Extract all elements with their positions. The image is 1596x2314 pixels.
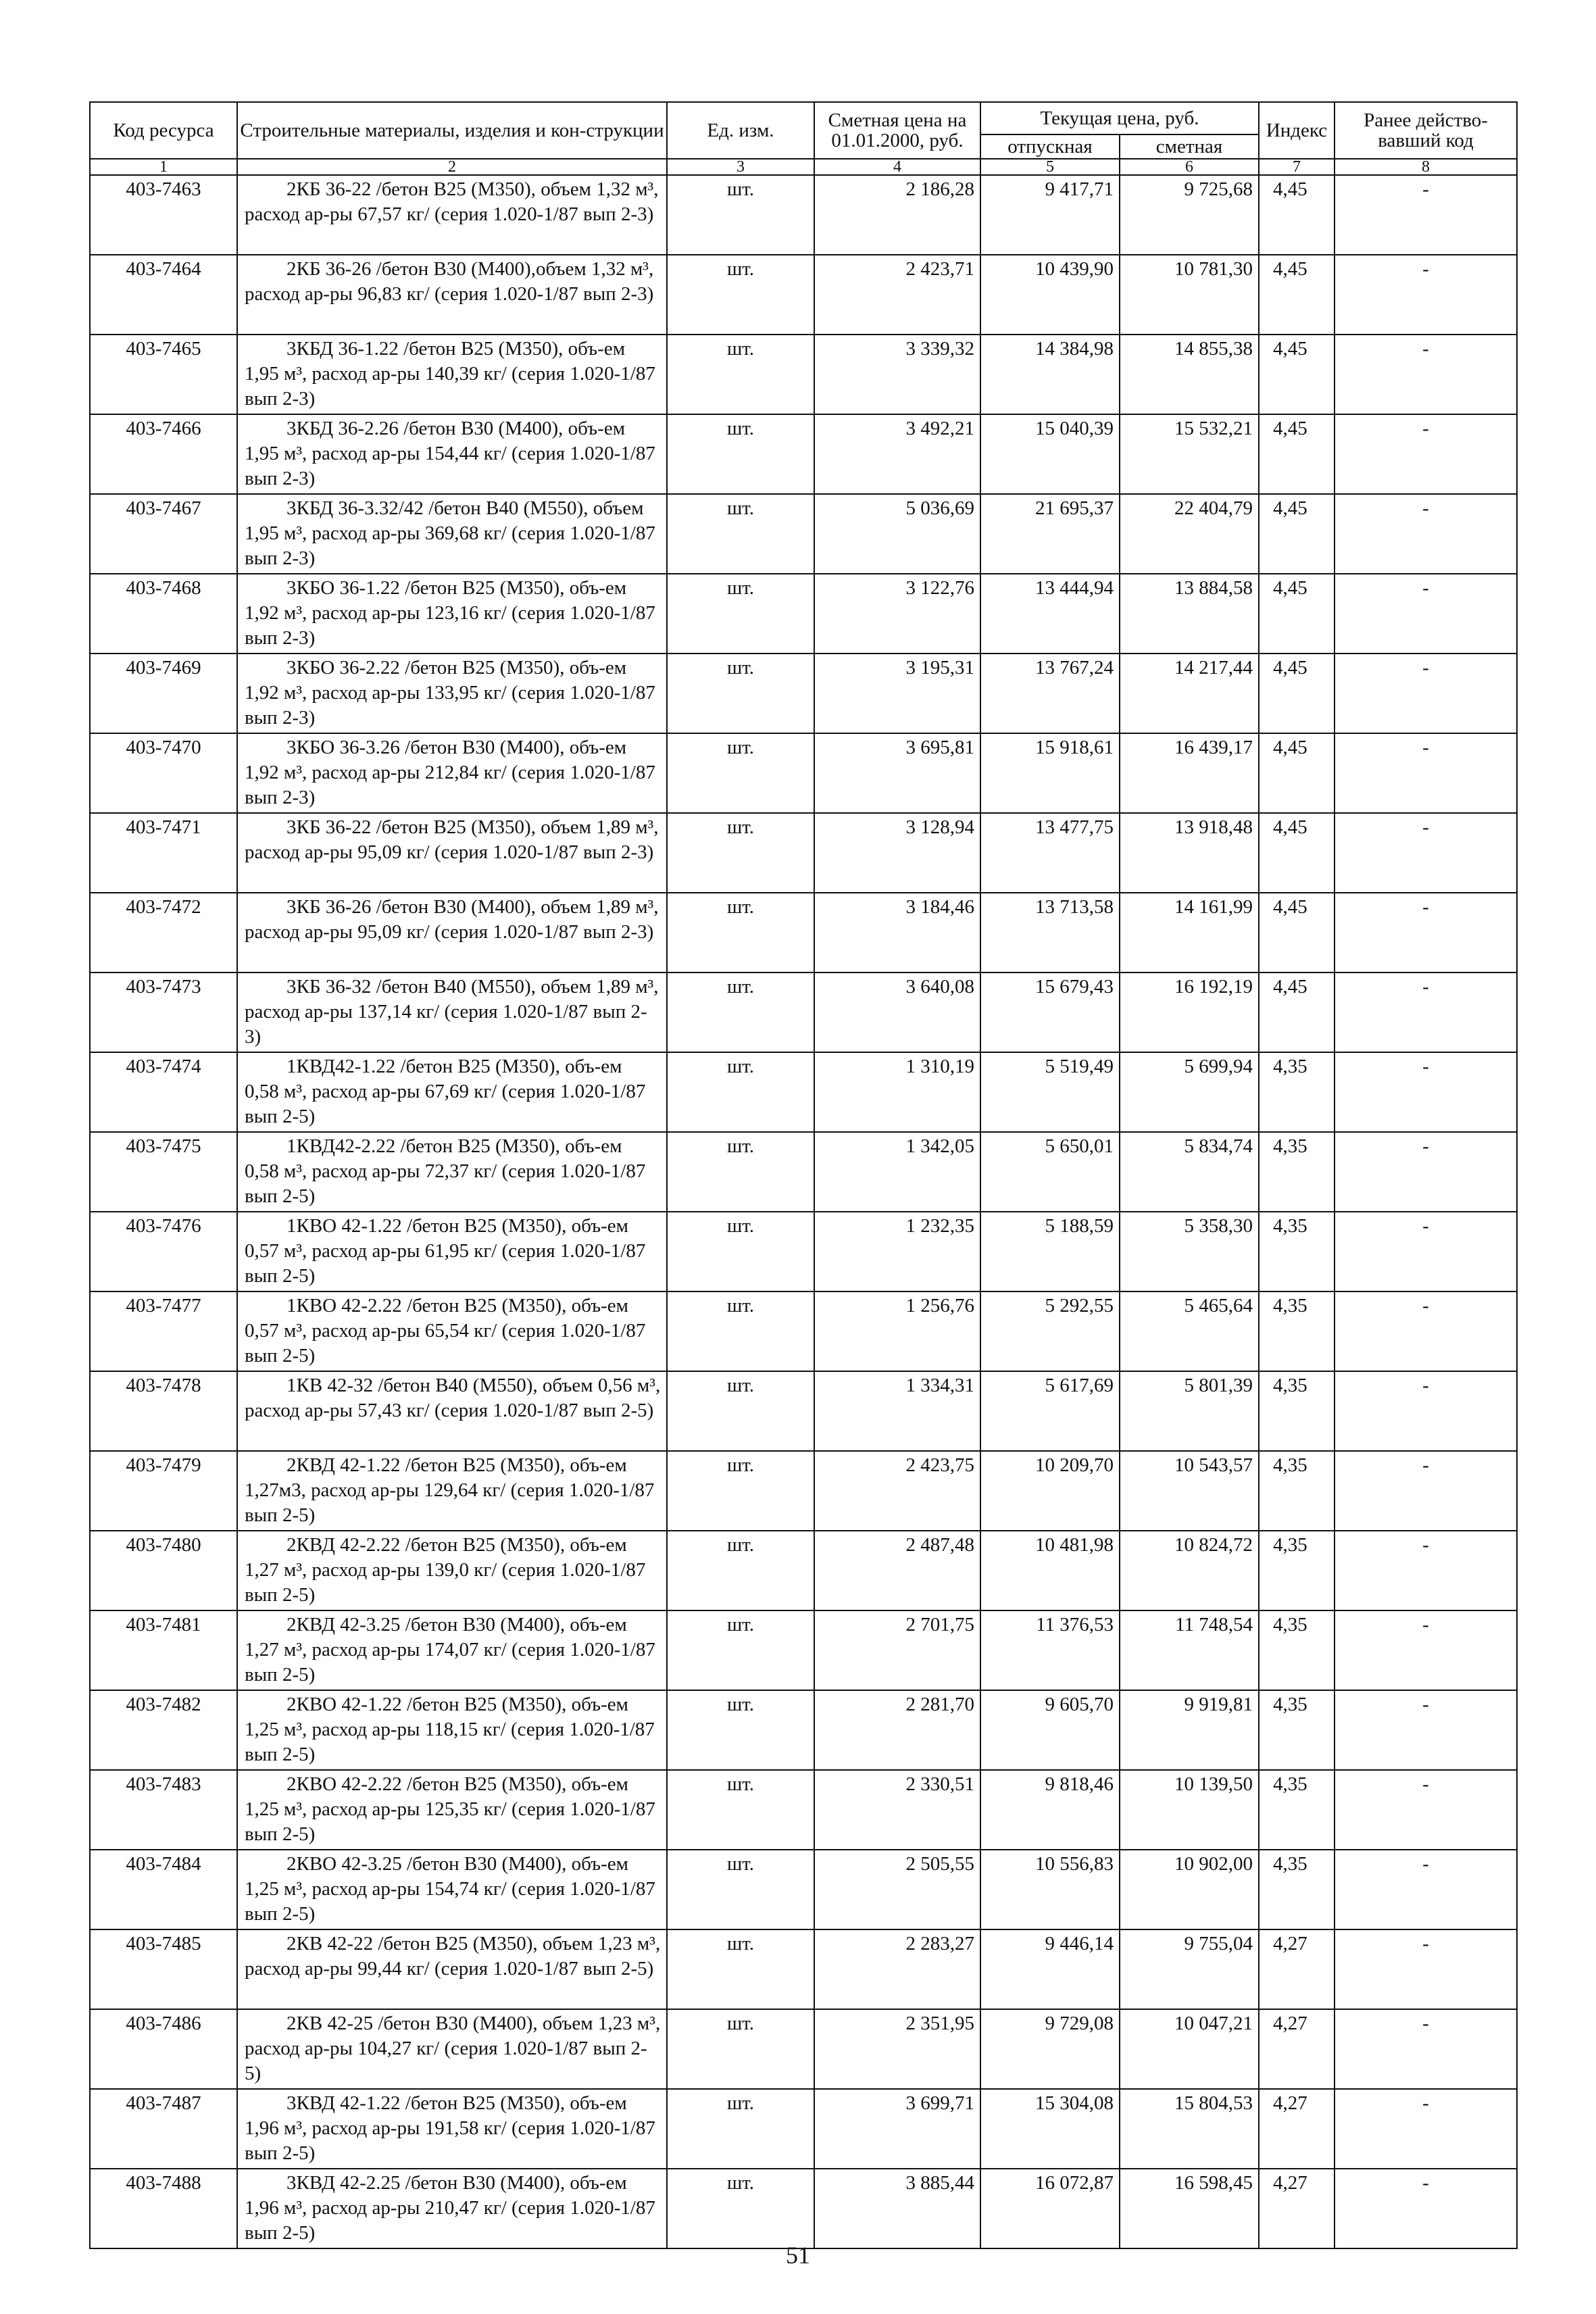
resource-code: 403-7469 — [90, 654, 237, 733]
base-price: 2 423,71 — [814, 255, 980, 335]
unit-cell: шт. — [667, 1610, 814, 1690]
material-name-text: 3КБО 36-3.26 /бетон В30 (М400), объ-ем 1,92 м³, расход ар-ры 212,84 кг/ (серия 1.020-1/87 вып 2-3) — [245, 737, 655, 808]
material-name — [237, 494, 667, 574]
price-index: 4,35 — [1259, 1132, 1335, 1212]
price-index: 4,35 — [1259, 1531, 1335, 1610]
previous-code: - — [1335, 1451, 1517, 1531]
table-row — [90, 574, 1517, 654]
unit-cell: шт. — [667, 973, 814, 1052]
col-number-3: 3 — [667, 159, 814, 175]
previous-code: - — [1335, 335, 1517, 414]
estimated-price: 9 919,81 — [1120, 1690, 1259, 1770]
unit-cell: шт. — [667, 813, 814, 893]
resource-code: 403-7485 — [90, 1929, 237, 2009]
price-index: 4,45 — [1259, 335, 1335, 414]
table-row — [90, 1929, 1517, 2009]
table-row — [90, 813, 1517, 893]
table-body — [90, 175, 1517, 2248]
table-row — [90, 414, 1517, 494]
price-index: 4,27 — [1259, 1929, 1335, 2009]
unit-cell: шт. — [667, 175, 814, 255]
price-index: 4,45 — [1259, 813, 1335, 893]
table-row — [90, 2009, 1517, 2089]
base-price: 2 701,75 — [814, 1610, 980, 1690]
price-index: 4,35 — [1259, 1371, 1335, 1451]
unit-cell: шт. — [667, 335, 814, 414]
estimated-price: 14 161,99 — [1120, 893, 1259, 973]
base-price: 3 640,08 — [814, 973, 980, 1052]
price-index: 4,45 — [1259, 175, 1335, 255]
material-name-text: 1КВО 42-1.22 /бетон В25 (М350), объ-ем 0,57 м³, расход ар-ры 61,95 кг/ (серия 1.020-1/87 вып 2-5) — [245, 1215, 646, 1287]
previous-code: - — [1335, 1690, 1517, 1770]
release-price: 15 304,08 — [980, 2089, 1120, 2169]
price-index: 4,45 — [1259, 494, 1335, 574]
table-row — [90, 494, 1517, 574]
material-name-text: 1КВО 42-2.22 /бетон В25 (М350), объ-ем 0,57 м³, расход ар-ры 65,54 кг/ (серия 1.020-1/87 вып 2-5) — [245, 1295, 646, 1367]
estimated-price: 10 824,72 — [1120, 1531, 1259, 1610]
material-name-text: 2КВ 42-25 /бетон В30 (М400), объем 1,23 м³, расход ар-ры 104,27 кг/ (серия 1.020-1/87 вып 2-5) — [245, 2013, 661, 2084]
estimated-price: 14 217,44 — [1120, 654, 1259, 733]
base-price: 1 334,31 — [814, 1371, 980, 1451]
previous-code: - — [1335, 1212, 1517, 1291]
material-name — [237, 1451, 667, 1531]
material-name-text: 1КВД42-2.22 /бетон В25 (М350), объ-ем 0,58 м³, расход ар-ры 72,37 кг/ (серия 1.020-1/87 вып 2-5) — [245, 1135, 646, 1207]
resource-code: 403-7476 — [90, 1212, 237, 1291]
estimated-price: 11 748,54 — [1120, 1610, 1259, 1690]
release-price: 16 072,87 — [980, 2169, 1120, 2248]
price-table — [89, 101, 1518, 2249]
material-name — [237, 1212, 667, 1291]
previous-code: - — [1335, 1371, 1517, 1451]
unit-cell: шт. — [667, 733, 814, 813]
table-row — [90, 1052, 1517, 1132]
unit-cell: шт. — [667, 1132, 814, 1212]
material-name — [237, 1371, 667, 1451]
material-name — [237, 1052, 667, 1132]
price-table-sheet — [89, 101, 1516, 2249]
header-index: Индекс — [1259, 102, 1335, 159]
resource-code: 403-7468 — [90, 574, 237, 654]
estimated-price: 22 404,79 — [1120, 494, 1259, 574]
resource-code: 403-7464 — [90, 255, 237, 335]
base-price: 1 232,35 — [814, 1212, 980, 1291]
material-name — [237, 654, 667, 733]
previous-code: - — [1335, 893, 1517, 973]
table-row — [90, 335, 1517, 414]
price-index: 4,35 — [1259, 1770, 1335, 1850]
resource-code: 403-7483 — [90, 1770, 237, 1850]
base-price: 2 283,27 — [814, 1929, 980, 2009]
price-index: 4,35 — [1259, 1690, 1335, 1770]
previous-code: - — [1335, 1610, 1517, 1690]
price-index: 4,27 — [1259, 2169, 1335, 2248]
material-name — [237, 1531, 667, 1610]
price-index: 4,35 — [1259, 1212, 1335, 1291]
previous-code: - — [1335, 574, 1517, 654]
material-name-text: 2КВД 42-1.22 /бетон В25 (М350), объ-ем 1,27м3, расход ар-ры 129,64 кг/ (серия 1.020-1/87 вып 2-5) — [245, 1454, 655, 1526]
resource-code: 403-7463 — [90, 175, 237, 255]
base-price: 2 351,95 — [814, 2009, 980, 2089]
price-index: 4,45 — [1259, 654, 1335, 733]
price-index: 4,35 — [1259, 1451, 1335, 1531]
base-price: 1 256,76 — [814, 1291, 980, 1371]
col-number-7: 7 — [1259, 159, 1335, 175]
material-name — [237, 893, 667, 973]
material-name-text: 3КБ 36-32 /бетон В40 (М550), объем 1,89 м³, расход ар-ры 137,14 кг/ (серия 1.020-1/87 вып 2-3) — [245, 976, 659, 1048]
base-price: 3 492,21 — [814, 414, 980, 494]
resource-code: 403-7474 — [90, 1052, 237, 1132]
resource-code: 403-7484 — [90, 1850, 237, 1929]
unit-cell: шт. — [667, 1850, 814, 1929]
previous-code: - — [1335, 494, 1517, 574]
unit-cell: шт. — [667, 2169, 814, 2248]
resource-code: 403-7488 — [90, 2169, 237, 2248]
previous-code: - — [1335, 1929, 1517, 2009]
base-price: 3 695,81 — [814, 733, 980, 813]
unit-cell: шт. — [667, 1451, 814, 1531]
base-price: 2 330,51 — [814, 1770, 980, 1850]
release-price: 10 481,98 — [980, 1531, 1120, 1610]
resource-code: 403-7482 — [90, 1690, 237, 1770]
release-price: 21 695,37 — [980, 494, 1120, 574]
estimated-price: 5 358,30 — [1120, 1212, 1259, 1291]
resource-code: 403-7471 — [90, 813, 237, 893]
previous-code: - — [1335, 2089, 1517, 2169]
previous-code: - — [1335, 973, 1517, 1052]
release-price: 5 188,59 — [980, 1212, 1120, 1291]
material-name — [237, 1610, 667, 1690]
table-row — [90, 1531, 1517, 1610]
unit-cell: шт. — [667, 414, 814, 494]
previous-code: - — [1335, 1052, 1517, 1132]
previous-code: - — [1335, 414, 1517, 494]
release-price: 9 446,14 — [980, 1929, 1120, 2009]
resource-code: 403-7472 — [90, 893, 237, 973]
resource-code: 403-7481 — [90, 1610, 237, 1690]
material-name — [237, 2009, 667, 2089]
table-row — [90, 733, 1517, 813]
estimated-price: 14 855,38 — [1120, 335, 1259, 414]
col-number-2: 2 — [237, 159, 667, 175]
price-index: 4,45 — [1259, 733, 1335, 813]
base-price: 3 122,76 — [814, 574, 980, 654]
estimated-price: 10 139,50 — [1120, 1770, 1259, 1850]
material-name — [237, 2089, 667, 2169]
table-row — [90, 1371, 1517, 1451]
table-row — [90, 2089, 1517, 2169]
material-name-text: 3КВД 42-2.25 /бетон В30 (М400), объ-ем 1,96 м³, расход ар-ры 210,47 кг/ (серия 1.020-1/87 вып 2-5) — [245, 2172, 655, 2244]
previous-code: - — [1335, 1132, 1517, 1212]
table-row — [90, 175, 1517, 255]
release-price: 9 417,71 — [980, 175, 1120, 255]
material-name-text: 2КВД 42-3.25 /бетон В30 (М400), объ-ем 1,27 м³, расход ар-ры 174,07 кг/ (серия 1.020-1/87 вып 2-5) — [245, 1614, 655, 1685]
base-price: 5 036,69 — [814, 494, 980, 574]
previous-code: - — [1335, 733, 1517, 813]
estimated-price: 13 918,48 — [1120, 813, 1259, 893]
material-name — [237, 973, 667, 1052]
base-price: 2 186,28 — [814, 175, 980, 255]
table-header — [90, 102, 1517, 175]
base-price: 3 128,94 — [814, 813, 980, 893]
estimated-price: 15 804,53 — [1120, 2089, 1259, 2169]
estimated-price: 9 725,68 — [1120, 175, 1259, 255]
col-number-4: 4 — [814, 159, 980, 175]
estimated-price: 13 884,58 — [1120, 574, 1259, 654]
col-number-1: 1 — [90, 159, 237, 175]
table-row — [90, 1212, 1517, 1291]
col-number-8: 8 — [1335, 159, 1517, 175]
resource-code: 403-7486 — [90, 2009, 237, 2089]
material-name — [237, 175, 667, 255]
price-index: 4,35 — [1259, 1610, 1335, 1690]
unit-cell: шт. — [667, 1291, 814, 1371]
header-release-price: отпускная — [980, 134, 1120, 159]
material-name-text: 2КБ 36-22 /бетон В25 (М350), объем 1,32 м³, расход ар-ры 67,57 кг/ (серия 1.020-1/87 вып 2-3) — [245, 178, 659, 225]
base-price: 2 505,55 — [814, 1850, 980, 1929]
table-row — [90, 1850, 1517, 1929]
material-name — [237, 1690, 667, 1770]
resource-code: 403-7470 — [90, 733, 237, 813]
unit-cell: шт. — [667, 255, 814, 335]
resource-code: 403-7473 — [90, 973, 237, 1052]
resource-code: 403-7487 — [90, 2089, 237, 2169]
material-name — [237, 1770, 667, 1850]
table-row — [90, 1610, 1517, 1690]
price-index: 4,45 — [1259, 255, 1335, 335]
release-price: 13 477,75 — [980, 813, 1120, 893]
base-price: 3 699,71 — [814, 2089, 980, 2169]
material-name-text: 2КВО 42-3.25 /бетон В30 (М400), объ-ем 1,25 м³, расход ар-ры 154,74 кг/ (серия 1.020-1/87 вып 2-5) — [245, 1853, 655, 1925]
material-name-text: 3КБО 36-1.22 /бетон В25 (М350), объ-ем 1,92 м³, расход ар-ры 123,16 кг/ (серия 1.020-1/87 вып 2-3) — [245, 577, 655, 649]
release-price: 5 617,69 — [980, 1371, 1120, 1451]
release-price: 5 519,49 — [980, 1052, 1120, 1132]
material-name — [237, 733, 667, 813]
header-current-price: Текущая цена, руб. — [980, 102, 1259, 134]
estimated-price: 5 834,74 — [1120, 1132, 1259, 1212]
material-name-text: 3КБ 36-26 /бетон В30 (М400), объем 1,89 м³, расход ар-ры 95,09 кг/ (серия 1.020-1/87 вып 2-3) — [245, 896, 659, 943]
release-price: 15 679,43 — [980, 973, 1120, 1052]
previous-code: - — [1335, 2009, 1517, 2089]
base-price: 3 885,44 — [814, 2169, 980, 2248]
estimated-price: 5 801,39 — [1120, 1371, 1259, 1451]
base-price: 3 184,46 — [814, 893, 980, 973]
estimated-price: 10 047,21 — [1120, 2009, 1259, 2089]
unit-cell: шт. — [667, 893, 814, 973]
release-price: 9 818,46 — [980, 1770, 1120, 1850]
unit-cell: шт. — [667, 1052, 814, 1132]
base-price: 1 310,19 — [814, 1052, 980, 1132]
unit-cell: шт. — [667, 1770, 814, 1850]
price-index: 4,27 — [1259, 2089, 1335, 2169]
resource-code: 403-7467 — [90, 494, 237, 574]
base-price: 1 342,05 — [814, 1132, 980, 1212]
material-name — [237, 414, 667, 494]
resource-code: 403-7465 — [90, 335, 237, 414]
header-name: Строительные материалы, изделия и кон-струкции — [237, 102, 667, 159]
base-price: 2 487,48 — [814, 1531, 980, 1610]
estimated-price: 16 598,45 — [1120, 2169, 1259, 2248]
price-index: 4,27 — [1259, 2009, 1335, 2089]
release-price: 10 556,83 — [980, 1850, 1120, 1929]
resource-code: 403-7475 — [90, 1132, 237, 1212]
table-row — [90, 893, 1517, 973]
material-name-text: 3КБО 36-2.22 /бетон В25 (М350), объ-ем 1,92 м³, расход ар-ры 133,95 кг/ (серия 1.020-1/87 вып 2-3) — [245, 657, 655, 729]
estimated-price: 10 902,00 — [1120, 1850, 1259, 1929]
release-price: 5 292,55 — [980, 1291, 1120, 1371]
release-price: 9 729,08 — [980, 2009, 1120, 2089]
price-index: 4,45 — [1259, 973, 1335, 1052]
material-name — [237, 1929, 667, 2009]
unit-cell: шт. — [667, 2089, 814, 2169]
table-row — [90, 255, 1517, 335]
price-index: 4,35 — [1259, 1291, 1335, 1371]
unit-cell: шт. — [667, 574, 814, 654]
table-row — [90, 1770, 1517, 1850]
material-name-text: 2КВО 42-1.22 /бетон В25 (М350), объ-ем 1,25 м³, расход ар-ры 118,15 кг/ (серия 1.020-1/87 вып 2-5) — [245, 1694, 655, 1765]
previous-code: - — [1335, 813, 1517, 893]
base-price: 2 281,70 — [814, 1690, 980, 1770]
base-price: 2 423,75 — [814, 1451, 980, 1531]
previous-code: - — [1335, 1850, 1517, 1929]
unit-cell: шт. — [667, 494, 814, 574]
base-price: 3 339,32 — [814, 335, 980, 414]
resource-code: 403-7466 — [90, 414, 237, 494]
price-index: 4,45 — [1259, 414, 1335, 494]
material-name — [237, 2169, 667, 2248]
header-estimated-price: сметная — [1120, 134, 1259, 159]
header-unit: Ед. изм. — [667, 102, 814, 159]
material-name-text: 1КВ 42-32 /бетон В40 (М550), объем 0,56 м³, расход ар-ры 57,43 кг/ (серия 1.020-1/87 вып 2-5) — [245, 1375, 661, 1421]
estimated-price: 5 699,94 — [1120, 1052, 1259, 1132]
material-name-text: 2КВО 42-2.22 /бетон В25 (М350), объ-ем 1,25 м³, расход ар-ры 125,35 кг/ (серия 1.020-1/87 вып 2-5) — [245, 1773, 655, 1845]
table-row — [90, 1451, 1517, 1531]
release-price: 15 040,39 — [980, 414, 1120, 494]
estimated-price: 16 192,19 — [1120, 973, 1259, 1052]
table-row — [90, 1132, 1517, 1212]
material-name — [237, 813, 667, 893]
unit-cell: шт. — [667, 1690, 814, 1770]
release-price: 10 209,70 — [980, 1451, 1120, 1531]
release-price: 10 439,90 — [980, 255, 1120, 335]
header-prev-code: Ранее действо-вавший код — [1335, 102, 1517, 159]
header-code: Код ресурса — [90, 102, 237, 159]
release-price: 13 767,24 — [980, 654, 1120, 733]
price-index: 4,45 — [1259, 574, 1335, 654]
previous-code: - — [1335, 654, 1517, 733]
material-name — [237, 335, 667, 414]
material-name-text: 2КВ 42-22 /бетон В25 (М350), объем 1,23 м³, расход ар-ры 99,44 кг/ (серия 1.020-1/87 вып 2-5) — [245, 1933, 661, 1979]
previous-code: - — [1335, 2169, 1517, 2248]
price-index: 4,35 — [1259, 1850, 1335, 1929]
material-name-text: 3КБД 36-2.26 /бетон В30 (М400), объ-ем 1,95 м³, расход ар-ры 154,44 кг/ (серия 1.020-1/87 вып 2-3) — [245, 418, 655, 489]
header-estimate-price: Сметная цена на 01.01.2000, руб. — [814, 102, 980, 159]
material-name-text: 1КВД42-1.22 /бетон В25 (М350), объ-ем 0,58 м³, расход ар-ры 67,69 кг/ (серия 1.020-1/87 вып 2-5) — [245, 1056, 646, 1127]
col-number-5: 5 — [980, 159, 1120, 175]
release-price: 11 376,53 — [980, 1610, 1120, 1690]
release-price: 13 713,58 — [980, 893, 1120, 973]
previous-code: - — [1335, 1531, 1517, 1610]
estimated-price: 15 532,21 — [1120, 414, 1259, 494]
resource-code: 403-7477 — [90, 1291, 237, 1371]
release-price: 9 605,70 — [980, 1690, 1120, 1770]
unit-cell: шт. — [667, 1212, 814, 1291]
unit-cell: шт. — [667, 2009, 814, 2089]
table-row — [90, 654, 1517, 733]
estimated-price: 16 439,17 — [1120, 733, 1259, 813]
material-name — [237, 1291, 667, 1371]
material-name-text: 3КВД 42-1.22 /бетон В25 (М350), объ-ем 1,96 м³, расход ар-ры 191,58 кг/ (серия 1.020-1/87 вып 2-5) — [245, 2092, 655, 2164]
resource-code: 403-7480 — [90, 1531, 237, 1610]
previous-code: - — [1335, 1291, 1517, 1371]
estimated-price: 5 465,64 — [1120, 1291, 1259, 1371]
release-price: 14 384,98 — [980, 335, 1120, 414]
resource-code: 403-7479 — [90, 1451, 237, 1531]
table-row — [90, 2169, 1517, 2248]
material-name — [237, 574, 667, 654]
estimated-price: 9 755,04 — [1120, 1929, 1259, 2009]
table-row — [90, 1291, 1517, 1371]
col-number-6: 6 — [1120, 159, 1259, 175]
estimated-price: 10 543,57 — [1120, 1451, 1259, 1531]
previous-code: - — [1335, 255, 1517, 335]
material-name — [237, 1132, 667, 1212]
release-price: 13 444,94 — [980, 574, 1120, 654]
previous-code: - — [1335, 175, 1517, 255]
material-name — [237, 1850, 667, 1929]
price-index: 4,35 — [1259, 1052, 1335, 1132]
unit-cell: шт. — [667, 1531, 814, 1610]
page-number: 51 — [786, 2242, 810, 2269]
previous-code: - — [1335, 1770, 1517, 1850]
release-price: 15 918,61 — [980, 733, 1120, 813]
price-index: 4,45 — [1259, 893, 1335, 973]
estimated-price: 10 781,30 — [1120, 255, 1259, 335]
material-name-text: 3КБД 36-3.32/42 /бетон В40 (М550), объем 1,95 м³, расход ар-ры 369,68 кг/ (серия 1.020-1/87 вып 2-3) — [245, 497, 655, 569]
material-name-text: 3КБ 36-22 /бетон В25 (М350), объем 1,89 м³, расход ар-ры 95,09 кг/ (серия 1.020-1/87 вып 2-3) — [245, 816, 659, 863]
table-row — [90, 973, 1517, 1052]
material-name — [237, 255, 667, 335]
material-name-text: 2КВД 42-2.22 /бетон В25 (М350), объ-ем 1,27 м³, расход ар-ры 139,0 кг/ (серия 1.020-1/87 вып 2-5) — [245, 1534, 646, 1606]
resource-code: 403-7478 — [90, 1371, 237, 1451]
unit-cell: шт. — [667, 1929, 814, 2009]
base-price: 3 195,31 — [814, 654, 980, 733]
unit-cell: шт. — [667, 1371, 814, 1451]
table-row — [90, 1690, 1517, 1770]
unit-cell: шт. — [667, 654, 814, 733]
material-name-text: 2КБ 36-26 /бетон В30 (М400),объем 1,32 м³, расход ар-ры 96,83 кг/ (серия 1.020-1/87 вып 2-3) — [245, 258, 654, 305]
release-price: 5 650,01 — [980, 1132, 1120, 1212]
material-name-text: 3КБД 36-1.22 /бетон В25 (М350), объ-ем 1,95 м³, расход ар-ры 140,39 кг/ (серия 1.020-1/87 вып 2-3) — [245, 338, 655, 410]
